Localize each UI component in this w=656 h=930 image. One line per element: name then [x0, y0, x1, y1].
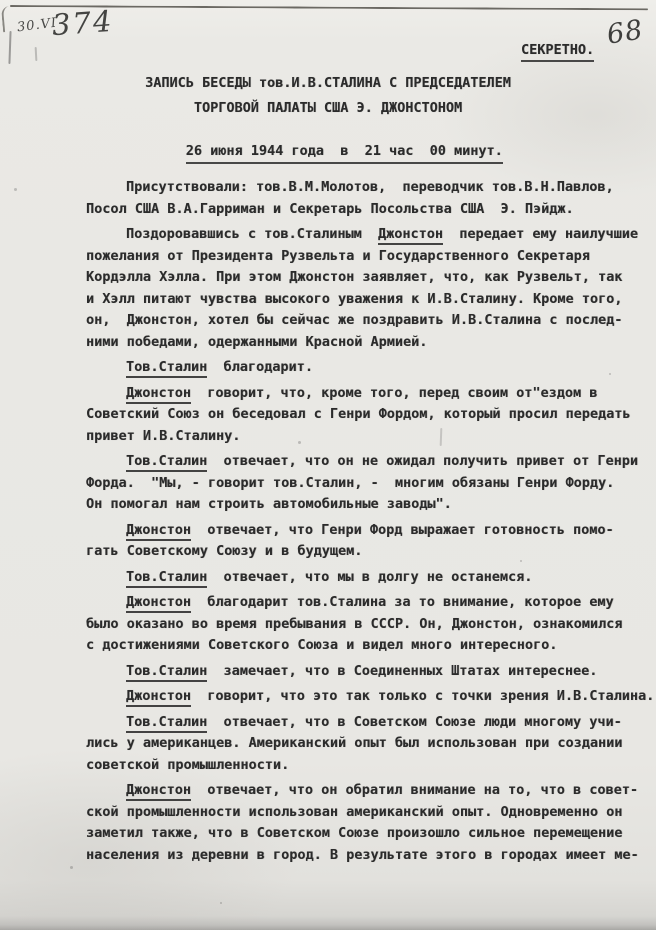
text-line — [86, 289, 656, 311]
text-line — [86, 224, 656, 246]
speaker-name-underlined: Джонстон — [126, 782, 191, 801]
document-body — [86, 177, 656, 870]
text-segment: населения из деревни в город. В результате этого в городах имеет ме- — [86, 846, 639, 863]
paragraph — [86, 383, 656, 448]
text-segment: говорит, что это так только с точки зрения И.В.Сталина. — [191, 688, 655, 704]
text-line — [86, 614, 656, 636]
speaker-name-underlined: Тов.Сталин — [126, 714, 207, 733]
text-line — [86, 310, 656, 332]
text-segment: было оказано во время пребывания в СССР. Он, Джонстон, ознакомился — [86, 615, 623, 632]
text-line — [86, 845, 656, 867]
speaker-name-underlined: Джонстон — [126, 594, 191, 613]
speaker-name-underlined: Тов.Сталин — [126, 359, 207, 378]
paragraph — [86, 686, 656, 708]
text-segment: отвечает, что он не ожидал получить привет от Генри — [207, 453, 639, 469]
text-line — [86, 520, 656, 542]
paragraph — [86, 177, 656, 220]
text-segment: Поздоровавшись с тов.Сталиным — [126, 226, 378, 242]
text-line — [86, 267, 656, 289]
text-segment: отвечает, что в Советском Союзе люди многому учи- — [207, 713, 622, 730]
text-segment: заметил также, что в Советском Союзе произошло сильное перемещение — [86, 825, 623, 841]
paper-speck — [70, 866, 73, 869]
pen-stroke-mark — [8, 31, 11, 64]
text-line — [86, 451, 656, 473]
text-segment: ними победами, одержанными Красной Армией. — [86, 333, 428, 350]
text-line — [86, 592, 656, 614]
text-line — [86, 177, 656, 199]
text-line — [86, 635, 656, 657]
text-line — [86, 541, 656, 563]
handwritten-archive-number: 374 — [50, 3, 115, 43]
document-title-line2: ТОРГОВОЙ ПАЛАТЫ США Э. ДЖОНСТОНОМ — [193, 100, 463, 116]
text-line — [86, 404, 656, 426]
text-segment: благодарит. — [207, 359, 313, 375]
classification-stamp: СЕКРЕТНО. — [521, 42, 594, 62]
paper-speck — [14, 188, 17, 191]
speaker-name-underlined: Джонстон — [378, 226, 443, 245]
text-segment: говорит, что, кроме того, перед своим от"ездом в — [191, 384, 598, 401]
text-line — [86, 357, 656, 379]
text-line — [86, 246, 656, 268]
text-segment: Кордэлла Хэлла. При этом Джонстон заявляет, что, как Рузвельт, так — [86, 269, 623, 285]
text-line — [86, 494, 656, 516]
text-segment: передает ему наилучшие — [443, 226, 639, 242]
paragraph — [86, 520, 656, 563]
text-segment: гать Советскому Союзу и в будущем. — [86, 543, 363, 559]
handwritten-archive-date: 30.VI — [16, 15, 58, 36]
text-segment: и Хэлл питают чувства высокого уважения к И.В.Сталину. Кроме того, — [86, 290, 623, 307]
text-segment: Форда. "Мы, - говорит тов.Сталин, - многим обязаны Генри Форду. — [86, 474, 615, 491]
speaker-name-underlined: Джонстон — [126, 522, 191, 541]
text-segment: пожелания от Президента Рузвельта и Государственного Секретаря — [86, 247, 590, 264]
text-segment: отвечает, что Генри Форд выражает готовность помо- — [191, 521, 614, 538]
text-line — [86, 733, 656, 755]
paragraph — [86, 451, 656, 516]
page-edge-corner — [1, 6, 14, 33]
paper-speck — [220, 902, 222, 904]
text-segment: Советский Союз он беседовал с Генри Фордом, который просил передать — [86, 406, 631, 422]
text-segment: советской промышленности. — [86, 756, 290, 773]
text-segment: с достижениями Советского Союза и видел много интересного. — [86, 637, 558, 653]
handwritten-page-number: 68 — [604, 14, 646, 51]
paragraph — [86, 224, 656, 353]
pen-stroke-mark — [35, 47, 38, 61]
paragraph — [86, 661, 656, 683]
text-segment: привет И.В.Сталину. — [86, 427, 241, 444]
paragraph — [86, 357, 656, 379]
text-line — [86, 473, 656, 495]
text-segment: благодарит тов.Сталина за то внимание, которое ему — [191, 594, 614, 610]
speaker-name-underlined: Джонстон — [126, 688, 191, 707]
text-line — [86, 383, 656, 405]
text-segment: отвечает, что мы в долгу не останемся. — [207, 568, 533, 585]
text-line — [86, 802, 656, 824]
speaker-name-underlined: Тов.Сталин — [126, 663, 207, 682]
text-segment: Присутствовали: тов.В.М.Молотов, переводчик тов.В.Н.Павлов, — [126, 179, 614, 195]
text-segment: замечает, что в Соединенных Штатах интереснее. — [207, 662, 598, 679]
text-line — [86, 661, 656, 683]
text-segment: Посол США В.А.Гарриман и Секретарь Посольства США Э. Пэйдж. — [86, 200, 574, 217]
speaker-name-underlined: Джонстон — [126, 385, 191, 404]
paragraph — [86, 567, 656, 589]
paragraph — [86, 780, 656, 866]
text-line — [86, 426, 656, 448]
text-segment: отвечает, что он обратил внимание на то, что в совет- — [191, 782, 639, 798]
text-segment: лись у американцев. Американский опыт был использован при создании — [86, 735, 623, 751]
text-line — [86, 755, 656, 777]
text-line — [86, 686, 656, 708]
text-line — [86, 712, 656, 734]
text-line — [86, 780, 656, 802]
speaker-name-underlined: Тов.Сталин — [126, 453, 207, 472]
text-line — [86, 332, 656, 354]
text-segment: он, Джонстон, хотел бы сейчас же поздравить И.В.Сталина с послед- — [86, 312, 623, 328]
text-line — [86, 567, 656, 589]
text-segment: Он помогал нам строить автомобильные заводы". — [86, 496, 452, 512]
document-title-line1: ЗАПИСЬ БЕСЕДЫ тов.И.В.СТАЛИНА С ПРЕДСЕДАТЕЛЕМ — [145, 75, 511, 91]
paragraph — [86, 592, 656, 657]
meeting-datetime — [0, 127, 656, 175]
text-line — [86, 823, 656, 845]
paragraph — [86, 712, 656, 777]
speaker-name-underlined: Тов.Сталин — [126, 569, 207, 588]
meeting-datetime-text: 26 июня 1944 года в 21 час 00 минут. — [186, 143, 503, 164]
text-line — [86, 199, 656, 221]
text-segment: ской промышленности использован американский опыт. Одновременно он — [86, 803, 623, 820]
